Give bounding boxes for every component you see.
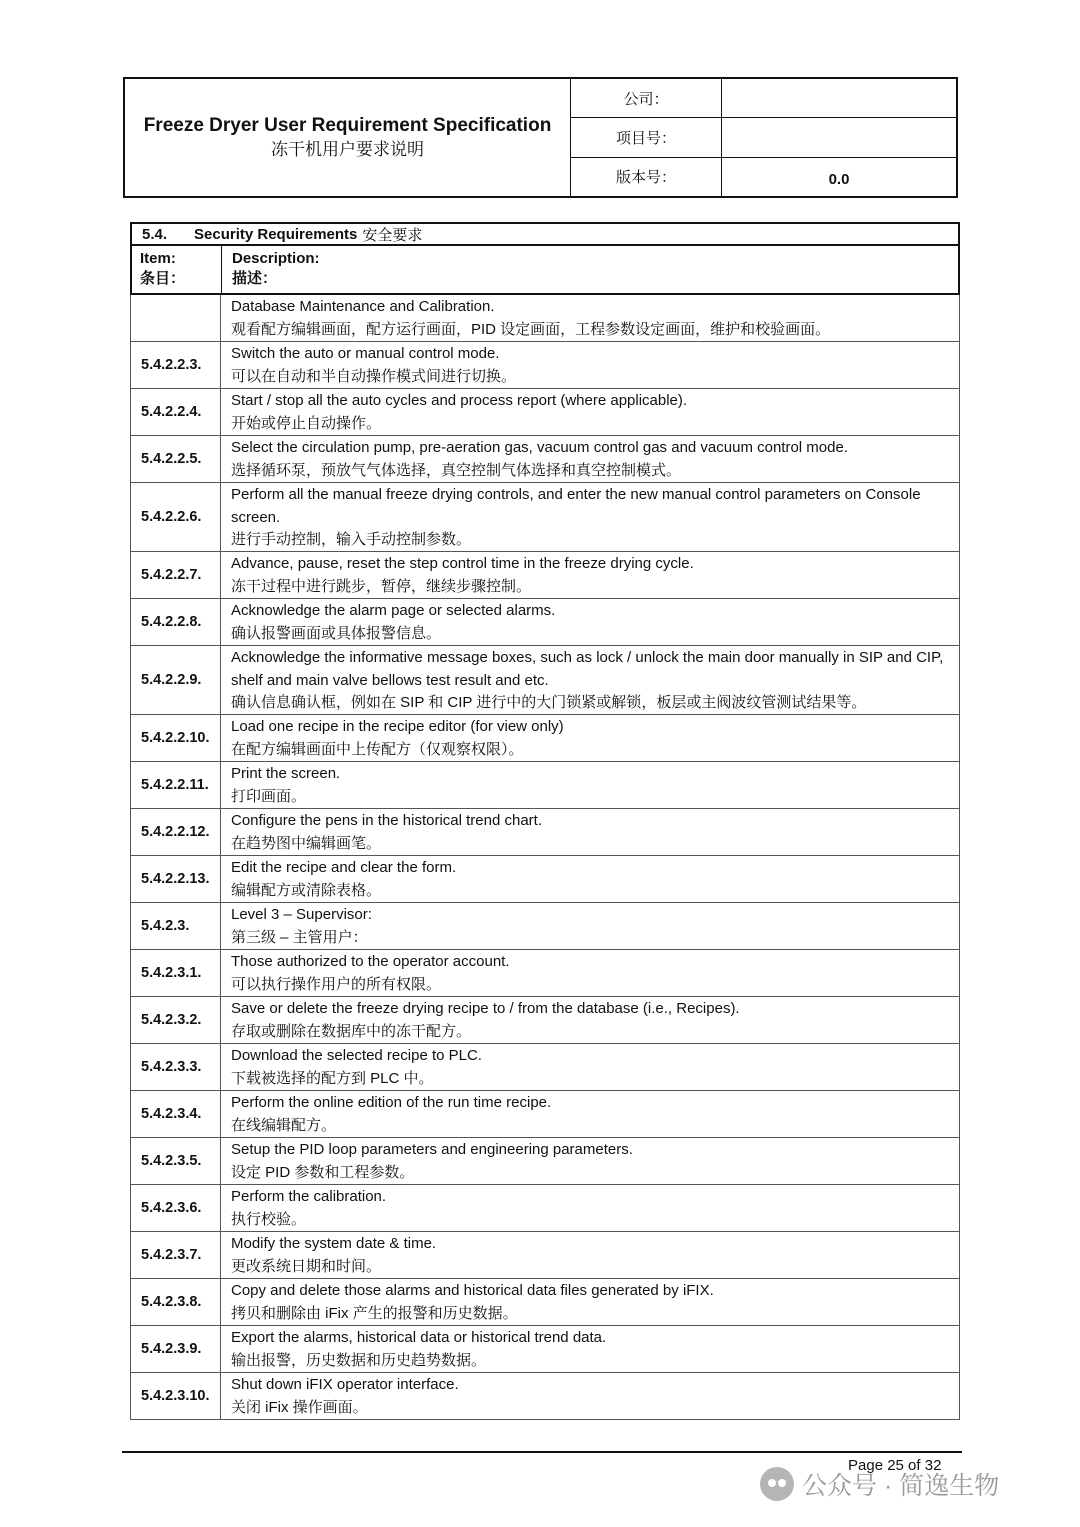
- description-en: Edit the recipe and clear the form.: [231, 859, 457, 876]
- watermark: [760, 1466, 999, 1502]
- company-value: [722, 79, 956, 117]
- table-row: [130, 903, 960, 950]
- section-title-zh: 安全要求: [362, 226, 423, 244]
- item-number: 5.4.2.3.7.: [131, 1232, 221, 1278]
- watermark-text: 公众号 · 简逸生物: [802, 1472, 1000, 1500]
- description-header-zh: 描述：: [232, 270, 278, 287]
- description-en: Modify the system date & time.: [231, 1235, 437, 1252]
- description-zh: 在线编辑配方。: [231, 1116, 337, 1134]
- description-en: Acknowledge the alarm page or selected alarms.: [231, 602, 556, 619]
- item-description: [221, 1232, 959, 1278]
- item-description: [221, 950, 959, 996]
- description-zh: 打印画面。: [231, 787, 307, 805]
- item-description: [221, 903, 959, 949]
- requirements-table: [130, 222, 960, 1420]
- item-number: 5.4.2.3.9.: [131, 1326, 221, 1372]
- table-row: [130, 809, 960, 856]
- section-heading: [130, 222, 960, 246]
- description-zh: 在配方编辑画面中上传配方（仅观察权限）。: [231, 740, 524, 758]
- description-zh: 下载被选择的配方到 PLC 中。: [231, 1069, 434, 1087]
- description-en: Export the alarms, historical data or historical trend data.: [231, 1329, 607, 1346]
- table-row: [130, 856, 960, 903]
- section-number: 5.4.: [142, 225, 168, 243]
- description-zh: 选择循环泵，预放气气体选择，真空控制气体选择和真空控制模式。: [231, 461, 682, 479]
- item-number: 5.4.2.2.9.: [131, 646, 221, 714]
- description-zh: 可以执行操作用户的所有权限。: [231, 975, 442, 993]
- table-row: [130, 295, 960, 342]
- description-en: Level 3 – Supervisor:: [231, 906, 372, 923]
- description-zh: 进行手动控制，输入手动控制参数。: [231, 531, 472, 548]
- description-zh: 更改系统日期和时间。: [231, 1257, 382, 1275]
- item-column-header: [132, 246, 222, 293]
- table-row: [130, 599, 960, 646]
- description-header-en: Description:: [232, 250, 320, 267]
- item-number: 5.4.2.3.: [131, 903, 221, 949]
- description-zh: 存取或删除在数据库中的冻干配方。: [231, 1022, 472, 1040]
- item-description: [221, 483, 959, 551]
- table-row: [130, 436, 960, 483]
- section-title-en: Security Requirements: [194, 225, 358, 243]
- item-description: [221, 1326, 959, 1372]
- table-row: [130, 1091, 960, 1138]
- item-number: 5.4.2.2.11.: [131, 762, 221, 808]
- description-zh: 确认信息确认框，例如在 SIP 和 CIP 进行中的大门锁紧或解锁，板层或主阀波纹管测试结果等。: [231, 694, 867, 711]
- item-description: [221, 342, 959, 388]
- description-en: Load one recipe in the recipe editor (for view only): [231, 718, 564, 735]
- description-zh: 执行校验。: [231, 1210, 307, 1228]
- project-number-value: [722, 118, 956, 156]
- table-row: [130, 950, 960, 997]
- description-zh: 在趋势图中编辑画笔。: [231, 834, 382, 852]
- table-row: [130, 646, 960, 715]
- company-label: 公司：: [571, 79, 722, 117]
- description-en: Those authorized to the operator account.: [231, 953, 510, 970]
- description-en: Shut down iFIX operator interface.: [231, 1376, 459, 1393]
- table-row: [130, 1326, 960, 1373]
- item-description: [221, 295, 959, 341]
- description-zh: 输出报警，历史数据和历史趋势数据。: [231, 1351, 487, 1369]
- description-zh: 设定 PID 参数和工程参数。: [231, 1163, 415, 1181]
- description-en: Select the circulation pump, pre-aeration gas, vacuum control gas and vacuum control mode.: [231, 439, 848, 456]
- description-zh: 确认报警画面或具体报警信息。: [231, 624, 442, 642]
- header-field-version: [571, 158, 956, 196]
- description-en: Print the screen.: [231, 765, 341, 782]
- item-description: [221, 552, 959, 598]
- table-row: [130, 552, 960, 599]
- item-description: [221, 1091, 959, 1137]
- item-description: [221, 436, 959, 482]
- description-en: Copy and delete those alarms and historical data files generated by iFIX.: [231, 1282, 714, 1299]
- item-number: 5.4.2.2.10.: [131, 715, 221, 761]
- item-number: 5.4.2.3.3.: [131, 1044, 221, 1090]
- item-description: [221, 856, 959, 902]
- item-description: [221, 599, 959, 645]
- item-number: 5.4.2.3.8.: [131, 1279, 221, 1325]
- description-zh: 拷贝和删除由 iFix 产生的报警和历史数据。: [231, 1304, 518, 1322]
- table-row: [130, 1185, 960, 1232]
- table-row: [130, 1373, 960, 1420]
- item-number: 5.4.2.2.13.: [131, 856, 221, 902]
- table-row: [130, 1138, 960, 1185]
- item-number: 5.4.2.2.4.: [131, 389, 221, 435]
- project-number-label: 项目号：: [571, 118, 722, 156]
- page-number: Page 25 of 32: [848, 1457, 942, 1474]
- description-zh: 关闭 iFix 操作画面。: [231, 1398, 368, 1416]
- table-row: [130, 1279, 960, 1326]
- header-fields: [571, 79, 956, 196]
- item-header-zh: 条目：: [140, 270, 186, 287]
- item-header-en: Item:: [140, 250, 176, 267]
- description-zh: 第三级 – 主管用户：: [231, 928, 368, 946]
- document-header: [123, 77, 958, 198]
- description-en: Database Maintenance and Calibration.: [231, 298, 495, 315]
- description-en: Perform the online edition of the run time recipe.: [231, 1094, 552, 1111]
- item-number: 5.4.2.2.3.: [131, 342, 221, 388]
- description-en: Perform all the manual freeze drying controls, and enter the new manual control parameters on Console screen.: [231, 486, 921, 526]
- item-description: [221, 997, 959, 1043]
- description-en: Configure the pens in the historical trend chart.: [231, 812, 543, 829]
- description-en: Download the selected recipe to PLC.: [231, 1047, 482, 1064]
- document-title-zh: 冻干机用户要求说明: [271, 139, 424, 159]
- item-description: [221, 389, 959, 435]
- item-description: [221, 1373, 959, 1419]
- item-description: [221, 715, 959, 761]
- description-zh: 冻干过程中进行跳步，暂停，继续步骤控制。: [231, 577, 532, 595]
- item-number: 5.4.2.3.1.: [131, 950, 221, 996]
- item-number: 5.4.2.2.8.: [131, 599, 221, 645]
- description-column-header: [222, 246, 958, 293]
- table-row: [130, 483, 960, 552]
- description-en: Acknowledge the informative message boxes, such as lock / unlock the main door manually in SIP and CIP, shelf and main valve bellows test result and etc.: [231, 649, 944, 689]
- footer-divider: [122, 1451, 962, 1453]
- item-number: 5.4.2.2.12.: [131, 809, 221, 855]
- item-number: 5.4.2.3.2.: [131, 997, 221, 1043]
- table-row: [130, 715, 960, 762]
- table-body: [130, 295, 960, 1420]
- description-en: Perform the calibration.: [231, 1188, 387, 1205]
- item-description: [221, 809, 959, 855]
- item-number: [131, 295, 221, 341]
- table-row: [130, 997, 960, 1044]
- header-field-project: [571, 118, 956, 157]
- item-description: [221, 762, 959, 808]
- table-row: [130, 762, 960, 809]
- version-value: 0.0: [828, 171, 850, 189]
- description-en: Advance, pause, reset the step control time in the freeze drying cycle.: [231, 555, 694, 572]
- item-number: 5.4.2.2.6.: [131, 483, 221, 551]
- description-en: Setup the PID loop parameters and engineering parameters.: [231, 1141, 633, 1158]
- description-en: Switch the auto or manual control mode.: [231, 345, 500, 362]
- table-row: [130, 389, 960, 436]
- description-zh: 开始或停止自动操作。: [231, 414, 382, 432]
- item-description: [221, 1044, 959, 1090]
- header-field-company: [571, 79, 956, 118]
- item-number: 5.4.2.2.7.: [131, 552, 221, 598]
- table-row: [130, 1232, 960, 1279]
- description-en: Start / stop all the auto cycles and process report (where applicable).: [231, 392, 688, 409]
- item-number: 5.4.2.3.10.: [131, 1373, 221, 1419]
- description-zh: 可以在自动和半自动操作模式间进行切换。: [231, 367, 517, 385]
- item-description: [221, 646, 959, 714]
- column-headers: [130, 246, 960, 295]
- document-title-en: Freeze Dryer User Requirement Specification: [143, 114, 552, 136]
- item-description: [221, 1185, 959, 1231]
- table-row: [130, 342, 960, 389]
- item-number: 5.4.2.2.5.: [131, 436, 221, 482]
- version-label: 版本号：: [571, 158, 722, 196]
- item-number: 5.4.2.3.4.: [131, 1091, 221, 1137]
- description-zh: 观看配方编辑画面，配方运行画面，PID 设定画面，工程参数设定画面，维护和校验画面。: [231, 320, 831, 338]
- wechat-icon: [760, 1467, 794, 1501]
- item-description: [221, 1279, 959, 1325]
- table-row: [130, 1044, 960, 1091]
- item-description: [221, 1138, 959, 1184]
- item-number: 5.4.2.3.5.: [131, 1138, 221, 1184]
- description-zh: 编辑配方或清除表格。: [231, 881, 382, 899]
- item-number: 5.4.2.3.6.: [131, 1185, 221, 1231]
- document-title-block: [125, 79, 571, 196]
- description-en: Save or delete the freeze drying recipe to / from the database (i.e., Recipes).: [231, 1000, 740, 1017]
